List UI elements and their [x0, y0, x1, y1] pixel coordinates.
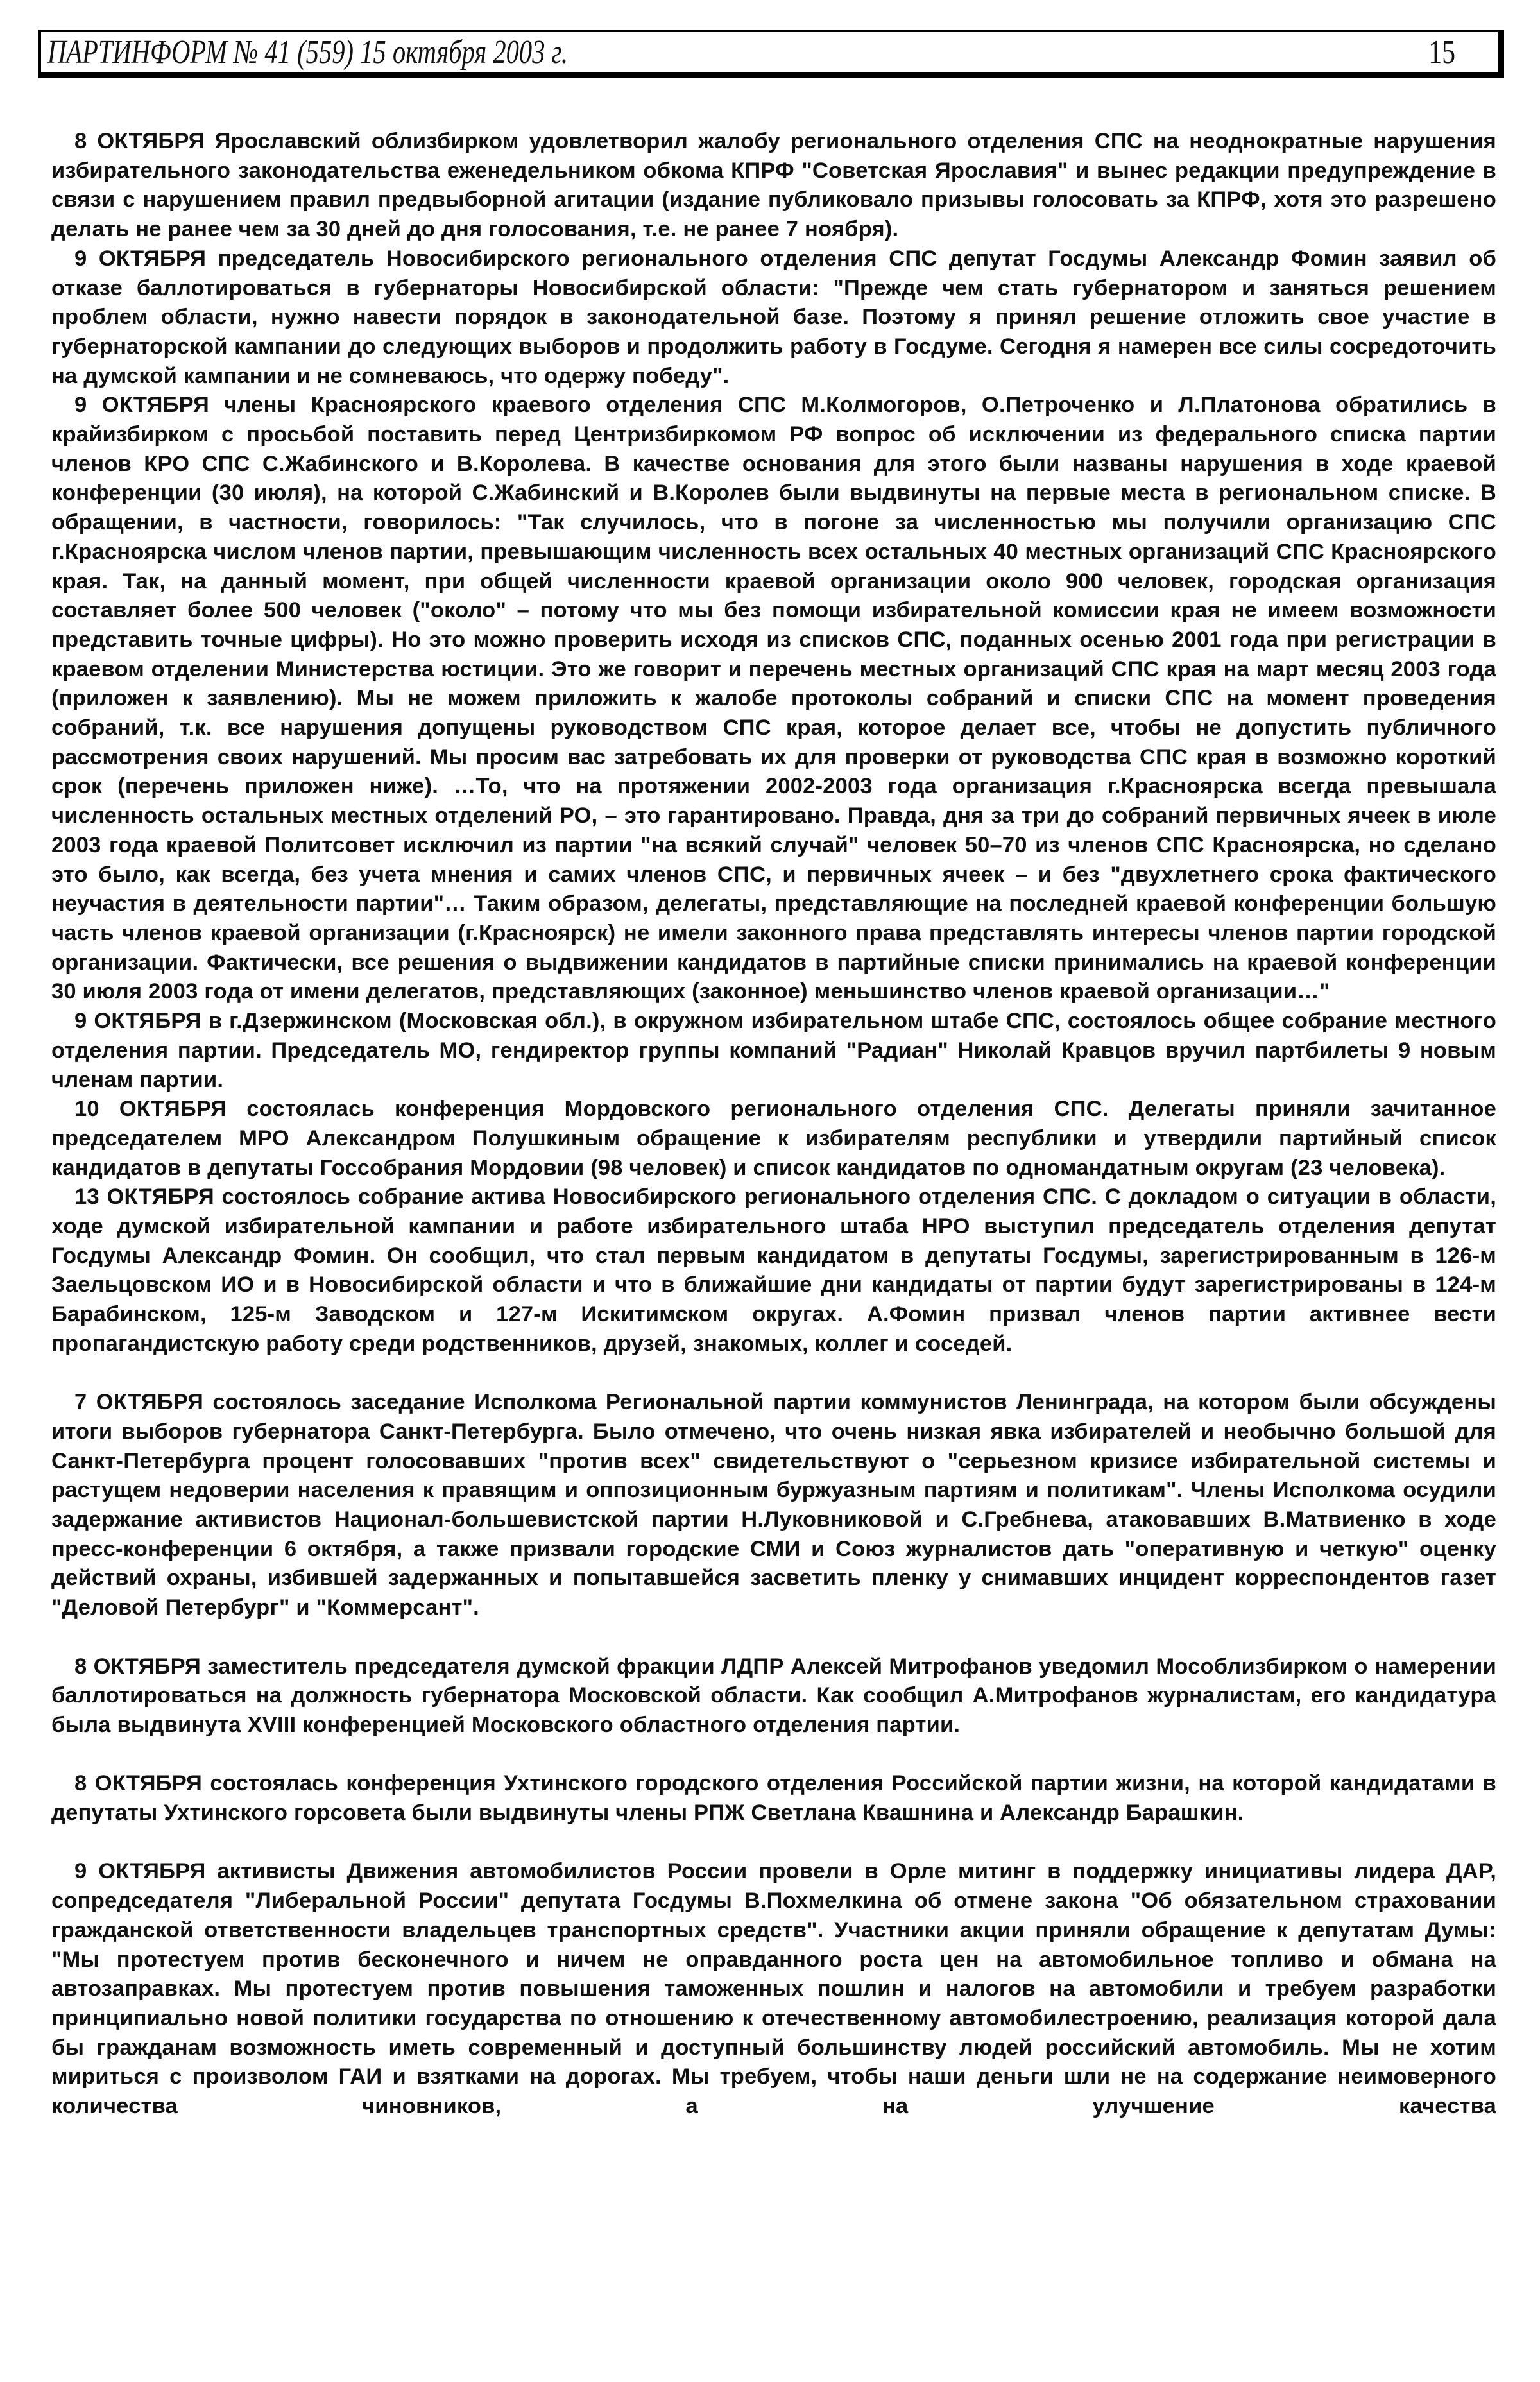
- news-item: [51, 1007, 1496, 1095]
- publication-title: ПАРТИНФОРМ № 41 (559) 15 октября 2003 г.: [47, 34, 569, 71]
- news-date: 8 ОКТЯБРЯ: [74, 1771, 203, 1796]
- page-number: 15: [1428, 34, 1455, 71]
- news-text: состоялось собрание актива Новосибирского регионального отделения СПС. С докладом о ситуации в области, ходе думской избирательной кампании и работе избирательного штаба НРО выступил председатель отделения депутат Госдумы Александр Фомин. Он сообщил, что стал первым кандидатом в депутаты Госдумы, зарегистрированным в 126-м Заельцовском ИО и в Новосибирской области и что в ближайшие дни кандидаты от партии будут зарегистрированы в 124-м Барабинском, 125-м Заводском и 127-м Искитимском округах. А.Фомин призвал членов партии активнее вести пропагандистскую работу среди родственников, друзей, знакомых, коллег и соседей.: [51, 1185, 1496, 1356]
- news-text: состоялась конференция Мордовского регионального отделения СПС. Делегаты приняли зачитанное председателем МРО Александром Полушкиным обращение к избирателям республики и утвердили партийный список кандидатов в депутаты Госсобрания Мордовии (98 человек) и список кандидатов по одномандатным округам (23 человека).: [51, 1097, 1497, 1180]
- news-date: 7 ОКТЯБРЯ: [74, 1390, 204, 1415]
- news-date: 13 ОКТЯБРЯ: [74, 1185, 214, 1210]
- news-item: [51, 244, 1496, 391]
- news-text: председатель Новосибирского регионального отделения СПС депутат Госдумы Александр Фомин заявил об отказе баллотироваться в губернаторы Новосибирской области: "Прежде чем стать губернатором и заняться решением проблем области, нужно навести порядок в законодательной базе. Поэтому я принял решение отложить свое участие в губернаторской кампании до следующих выборов и продолжить работу в Госдуме. Сегодня я намерен все силы сосредоточить на думской кампании и не сомневаюсь, что одержу победу".: [51, 246, 1496, 388]
- news-item: [51, 1769, 1496, 1828]
- news-item: [51, 1388, 1496, 1623]
- news-item: [51, 1095, 1496, 1183]
- news-item: [51, 1183, 1496, 1358]
- news-date: 9 ОКТЯБРЯ: [74, 393, 210, 418]
- news-text: состоялась конференция Ухтинского городского отделения Российской партии жизни, на которой кандидатами в депутаты Ухтинского горсовета были выдвинуты члены РПЖ Светлана Квашнина и Александр Барашкин.: [51, 1771, 1496, 1826]
- news-item: [51, 1652, 1496, 1740]
- article-body: [51, 127, 1496, 2121]
- news-text: Ярославский облизбирком удовлетворил жалобу регионального отделения СПС на неоднократные нарушения избирательного законодательства еженедельником обкома КПРФ "Советская Ярославия" и вынес редакции предупреждение в связи с нарушением правил предвыборной агитации (издание публиковало призывы голосовать за КПРФ, хотя это разрешено делать не ранее чем за 30 дней до дня голосования, т.е. не ранее 7 ноября).: [51, 129, 1496, 242]
- news-item: [51, 391, 1496, 1007]
- news-item: [51, 1857, 1496, 2121]
- news-date: 8 ОКТЯБРЯ: [74, 1654, 201, 1679]
- news-text: заместитель председателя думской фракции ЛДПР Алексей Митрофанов уведомил Мособлизбирком о намерении баллотироваться на должность губернатора Московской области. Как сообщил А.Митрофанов журналистам, его кандидатура была выдвинута XVIII конференцией Московского областного отделения партии.: [51, 1654, 1496, 1737]
- news-date: 10 ОКТЯБРЯ: [74, 1097, 227, 1122]
- news-text: состоялось заседание Исполкома Региональной партии коммунистов Ленинграда, на котором были обсуждены итоги выборов губернатора Санкт-Петербурга. Было отмечено, что очень низкая явка избирателей и необычно большой для Санкт-Петербурга процент голосовавших "против всех" свидетельствуют о "серьезном кризисе избирательной системы и растущем недоверии населения к правящим и оппозиционным буржуазным партиям и политикам". Члены Исполкома осудили задержание активистов Национал-большевистской партии Н.Луковниковой и С.Гребнева, атаковавших В.Матвиенко в ходе пресс-конференции 6 октября, а также призвали городские СМИ и Союз журналистов дать "оперативную и четкую" оценку действий охраны, избившей задержанных и попытавшейся засветить пленку у снимавших инцидент корреспондентов газет "Деловой Петербург" и "Коммерсант".: [51, 1390, 1496, 1620]
- news-date: 9 ОКТЯБРЯ: [74, 1009, 201, 1034]
- news-date: 9 ОКТЯБРЯ: [74, 1859, 206, 1884]
- news-item: [51, 127, 1496, 244]
- news-date: 8 ОКТЯБРЯ: [74, 129, 205, 153]
- news-date: 9 ОКТЯБРЯ: [74, 246, 207, 271]
- news-text: члены Красноярского краевого отделения СПС М.Колмогоров, О.Петроченко и Л.Платонова обратились в крайизбирком с просьбой поставить перед Центризбиркомом РФ вопрос об исключении из федерального списка партии членов КРО СПС С.Жабинского и В.Королева. В качестве основания для этого были названы нарушения в ходе краевой конференции (30 июля), на которой С.Жабинский и В.Королев были выдвинуты на первые места в региональном списке. В обращении, в частности, говорилось: "Так случилось, что в погоне за численностью мы получили организацию СПС г.Красноярска числом членов партии, превышающим численность всех остальных 40 местных организаций СПС Красноярского края. Так, на данный момент, при общей численности краевой организации около 900 человек, городская организация составляет более 500 человек ("около" – потому что мы без помощи избирательной комиссии края не имеем возможности представить точные цифры). Но это можно проверить исходя из списков СПС, поданных осенью 2001 года при регистрации в краевом отделении Министерства юстиции. Это же говорит и перечень местных организаций СПС края на март месяц 2003 года (приложен к заявлению). Мы не можем приложить к жалобе протоколы собраний и списки СПС на момент проведения собраний, т.к. все нарушения допущены руководством СПС края, которое делает все, чтобы не допустить публичного рассмотрения своих нарушений. Мы просим вас затребовать их для проверки от руководства СПС края в возможно короткий срок (перечень приложен ниже). …То, что на протяжении 2002-2003 года организация г.Красноярска всегда превышала численность остальных местных отделений РО, – это гарантировано. Правда, дня за три до собраний первичных ячеек в июле 2003 года краевой Политсовет исключил из партии "на всякий случай" человек 50–70 из членов СПС Красноярска, но сделано это было, как всегда, без учета мнения и самих членов СПС, и первичных ячеек – и без "двухлетнего срока фактического неучастия в деятельности партии"… Таким образом, делегаты, представляющие на последней краевой конференции большую часть членов краевой организации (г.Красноярск) не имели законного права представлять интересы членов партии городской организации. Фактически, все решения о выдвижении кандидатов в партийные списки принимались на краевой конференции 30 июля 2003 года от имени делегатов, представляющих (законное) меньшинство членов краевой организации…": [51, 393, 1496, 1004]
- news-text: в г.Дзержинском (Московская обл.), в окружном избирательном штабе СПС, состоялось общее собрание местного отделения партии. Председатель МО, гендиректор группы компаний "Радиан" Николай Кравцов вручил партбилеты 9 новым членам партии.: [51, 1009, 1496, 1092]
- page-header: [38, 30, 1504, 78]
- news-text: активисты Движения автомобилистов России провели в Орле митинг в поддержку инициативы лидера ДАР, сопредседателя "Либеральной России" депутата Госдумы В.Похмелкина об отмене закона "Об обязательном страховании гражданской ответственности владельцев транспортных средств". Участники акции приняли обращение к депутатам Думы: "Мы протестуем против бесконечного и ничем не оправданного роста цен на автомобильное топливо и обмана на автозаправках. Мы протестуем против повышения таможенных пошлин и налогов на автомобили и требуем разработки принципиально новой политики государства по отношению к отечественному автомобилестроению, реализация которой дала бы гражданам возможность иметь современный и доступный большинству людей российский автомобиль. Мы не хотим мириться с произволом ГАИ и взятками на дорогах. Мы требуем, чтобы наши деньги шли не на содержание неимоверного количества чиновников, а на улучшение качества: [51, 1859, 1496, 2119]
